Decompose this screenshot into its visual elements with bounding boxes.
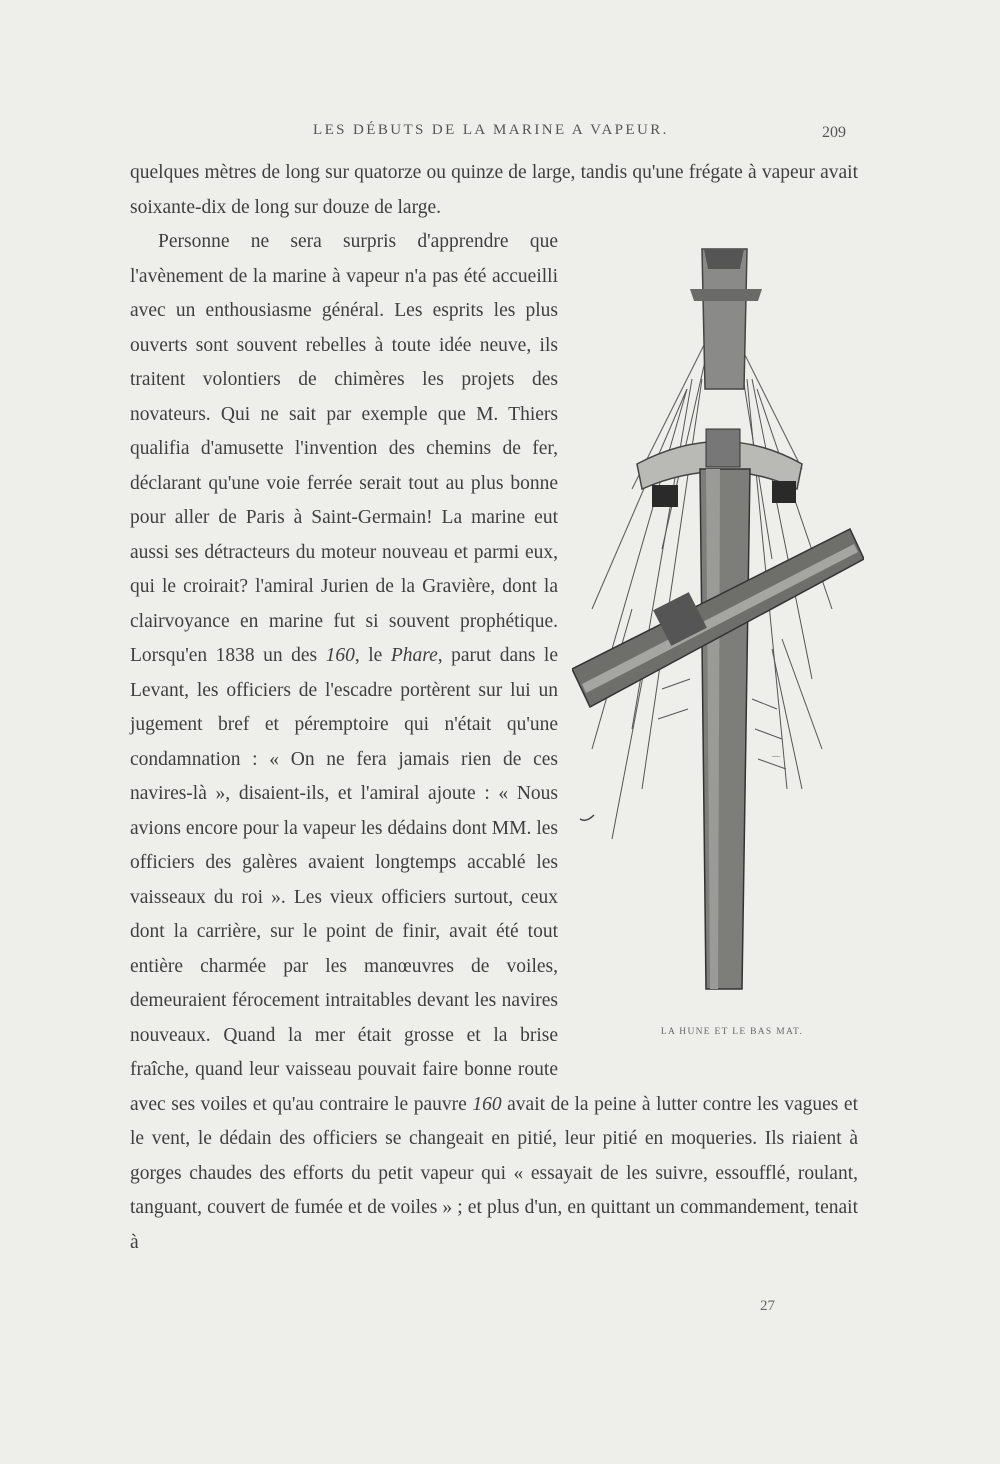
paragraph-2-part-a: Personne ne sera surpris d'apprendre que l'avènement de la marine à vapeur n'a pas été accueilli avec un enthousiasme général. Les esprits les plus ouverts sont souvent rebelles à toute idée neuve, ils traitent volontiers de chimères les projets des novateurs. Qui ne sait par exemple que M. Thiers qualifia d'amusette l'invention des chemins de fer, déclarant qu'une voie ferrée serait tout au plus bonne pour aller de Paris à Saint-Germain! La marine eut aussi ses détracteurs du moteur nouveau et parmi eux, qui le croirait? l'amiral Jurien de la Gravière, dont la clairvoyance en marine fut si souvent prophétique. Lorsqu'en 1838 un des [130, 231, 558, 666]
page-number: 209 [822, 124, 846, 141]
page-header [0, 122, 1000, 146]
paragraph-2-part-d: avait de la peine à lutter contre les vagues et le vent, le dédain des officiers se changeait en pitié, leur pitié en moqueries. Ils riaient à gorges chaudes des efforts du petit vapeur qui « essayait de les suivre, essoufflé, roulant, tanguant, couvert de fumée et de voiles » ; et plus d'un, en quittant un commandement, tenait à [130, 1093, 858, 1253]
body-text [130, 156, 858, 1260]
running-title: LES DÉBUTS DE LA MARINE A VAPEUR. [313, 122, 669, 138]
ship-mast-illustration [572, 229, 864, 1009]
signature-mark: 27 [760, 1298, 775, 1314]
ship-class-ref-2: 160 [472, 1093, 502, 1115]
paragraph-1: quelques mètres de long sur quatorze ou quinze de large, tandis qu'une frégate à vapeur avait soixante-dix de long sur douze de large. [130, 162, 858, 218]
svg-text:—: — [772, 751, 781, 761]
paragraph-2-part-c: , parut dans le Levant, les officiers de l'escadre portèrent sur lui un jugement bref et péremptoire qui n'était qu'une condamnation : « On ne fera jamais rien de ces navires-là », disaient-ils, et l'amiral ajoute : « Nous avions encore pour la vapeur les dédains dont MM. les officiers des galères avaient longtemps accablé les vaisseaux du roi ». Les vieux officiers surtout, ceux dont la carrière, sur le point de finir, avait été tout entière charmée par les manœuvres de voiles, demeuraient férocement intraitables devant les navires nouveaux. Quand la mer était grosse et la brise fraîche, quand leur vaisseau pouvait faire bonne route avec ses voiles et qu'au contraire le pauvre [130, 645, 559, 1115]
figure [572, 229, 864, 1064]
ship-name: Phare [390, 645, 438, 666]
figure-caption: LA HUNE ET LE BAS MAT. [660, 1027, 804, 1037]
paragraph-2-part-b: , le [354, 645, 391, 666]
ship-class-ref-1: 160 [325, 645, 355, 666]
